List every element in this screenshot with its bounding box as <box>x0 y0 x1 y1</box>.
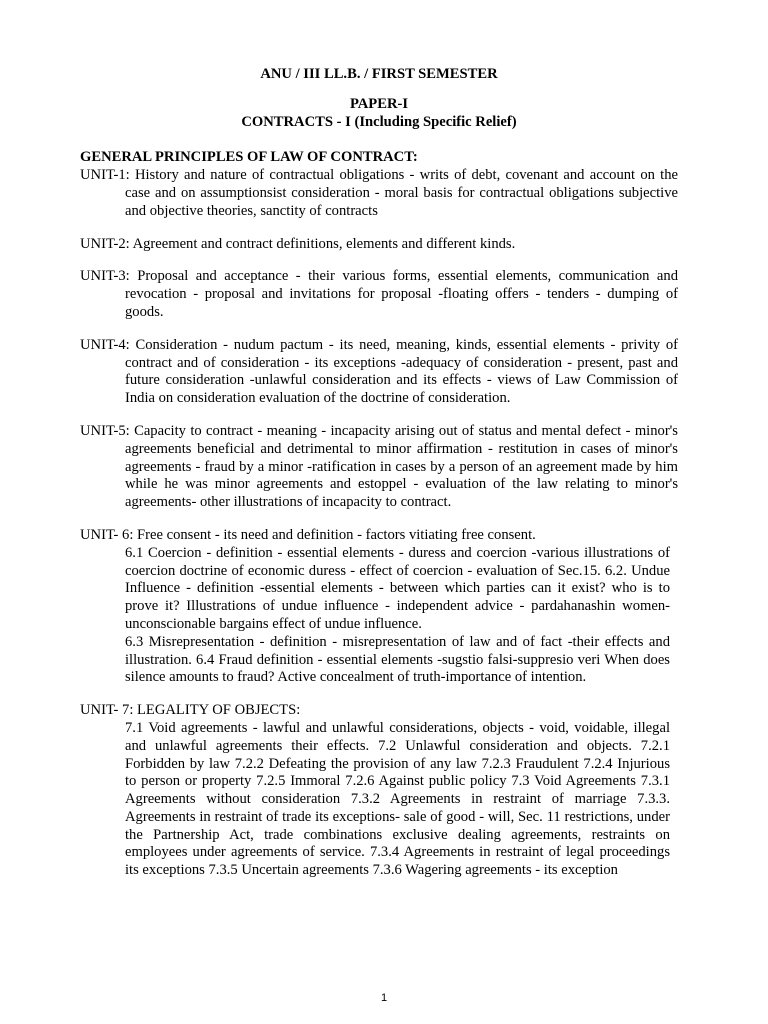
unit-3: UNIT-3: Proposal and acceptance - their various forms, essential elements, communication and revocation - proposal and invitations for proposal -floating offers - tenders - dumping of goods. <box>80 268 678 320</box>
unit-5: UNIT-5: Capacity to contract - meaning - incapacity arising out of status and mental defect - minor's agreements beneficial and detrimental to minor affirmation - restitution in cases of minor's agreements - fraud by a minor -ratification in cases by a person of an agreement made by him while he was minor agreements and estoppel - evaluation of the law relating to minor's agreements- other illustrations of incapacity to contract. <box>80 422 678 511</box>
unit-2: UNIT-2: Agreement and contract definitions, elements and different kinds. <box>80 235 516 252</box>
unit-6 <box>80 527 678 687</box>
header-subject: CONTRACTS - I (Including Specific Relief) <box>241 113 517 130</box>
unit-7-para-1: 7.1 Void agreements - lawful and unlawful considerations, objects - void, voidable, illegal and unlawful agreements their effects. 7.2 Unlawful consideration and objects. 7.2.1 Forbidden by law 7.2.2 Defeating the provision of any law 7.2.3 Fraudulent 7.2.4 Injurious to person or property 7.2.5 Immoral 7.2.6 Against public policy 7.3 Void Agreements 7.3.1 Agreements without consideration 7.3.2 Agreements in restraint of marriage 7.3.3. Agreements in restraint of trade its exceptions- sale of good - will, Sec. 11 restrictions, under the Partnership Act, trade combinations exclusive dealing agreements, restraints on employees under agreements of service. 7.3.4 Agreements in restraint of legal proceedings its exceptions 7.3.5 Uncertain agreements 7.3.6 Wagering agreements - its exception <box>125 719 670 879</box>
unit-7-heading: UNIT- 7: LEGALITY OF OBJECTS: <box>80 702 301 719</box>
document-page <box>80 64 678 895</box>
unit-6-para-1: 6.1 Coercion - definition - essential elements - duress and coercion -various illustrations of coercion doctrine of economic duress - effect of coercion - evaluation of Sec.15. 6.2. Undue Influence - definition -essential elements - between which parties can it exist? who is to prove it? Illustrations of undue influence - independent advice - pardahanashin women- unconscionable bargains effect of undue influence. <box>125 544 670 632</box>
unit-6-heading: UNIT- 6: Free consent - its need and definition - factors vitiating free consent. <box>80 526 536 543</box>
unit-1: UNIT-1: History and nature of contractual obligations - writs of debt, covenant and account on the case and on assumptionsist consideration - moral basis for contractual obligations subjective and objective theories, sanctity of contracts <box>80 167 678 219</box>
unit-7 <box>80 702 678 880</box>
header-paper: PAPER-I <box>349 95 409 112</box>
unit-4: UNIT-4: Consideration - nudum pactum - its need, meaning, kinds, essential elements - privity of contract and of consideration - its exceptions -adequacy of consideration - present, past and future consideration -unlawful consideration and its effects - views of Law Commission of India on consideration evaluation of the doctrine of consideration. <box>80 336 678 407</box>
page-number: 1 <box>380 992 388 1004</box>
unit-6-para-2: 6.3 Misrepresentation - definition - misrepresentation of law and of fact -their effects and illustration. 6.4 Fraud definition - essential elements -sugstio falsi-suppresio veri When does silence amounts to fraud? Active concealment of truth-importance of intention. <box>125 633 670 686</box>
section-title: GENERAL PRINCIPLES OF LAW OF CONTRACT: <box>80 149 418 166</box>
header-course: ANU / III LL.B. / FIRST SEMESTER <box>260 66 498 82</box>
